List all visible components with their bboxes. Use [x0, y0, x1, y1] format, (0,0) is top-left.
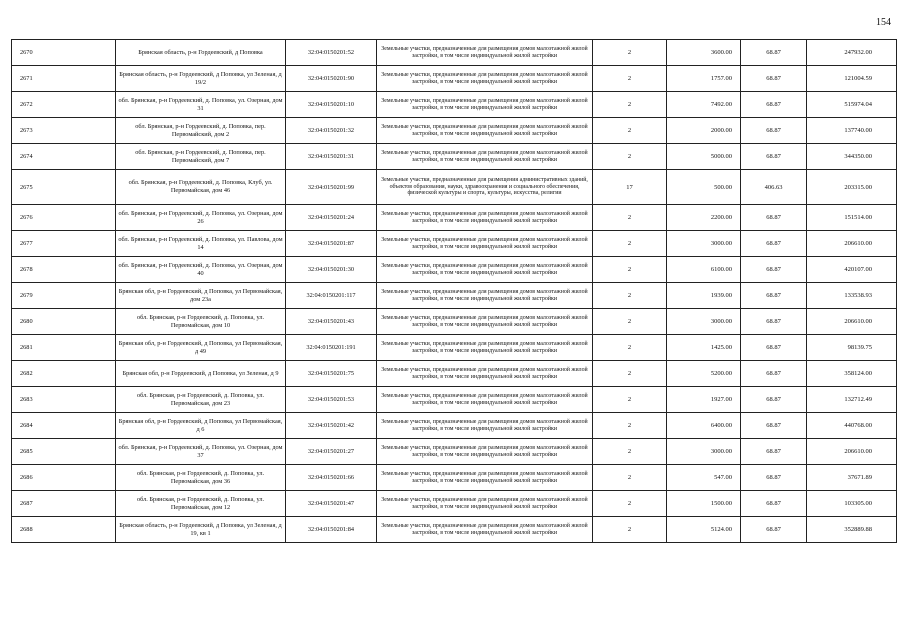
- table-row: [12, 491, 897, 517]
- table-body: [12, 40, 897, 543]
- address-cell: обл. Брянская, р-н Гордеевский, д. Поповка, ул. Первомайская, дом 23: [116, 387, 286, 413]
- address-cell: обл. Брянская, р-н Гордеевский, д. Поповка, Клуб, ул. Первомайская, дом 46: [116, 170, 286, 205]
- rate-cell: 68.87: [741, 413, 807, 439]
- cadastral-number-cell: 32:04:0150201:52: [286, 40, 377, 66]
- address-cell: обл. Брянская, р-н Гордеевский, д. Поповка, ул. Первомайская, дом 10: [116, 309, 286, 335]
- rate-cell: 68.87: [741, 205, 807, 231]
- group-cell: 17: [593, 170, 667, 205]
- land-use-cell: Земельные участки, предназначенные для размещения административных зданий, объектов образования, науки, здравоохранения и социального обеспечения, физической культуры и спорта, культуры, искусства, религии: [377, 170, 593, 205]
- cadastral-number-cell: 32:04:0150201:47: [286, 491, 377, 517]
- row-number: 2684: [12, 413, 116, 439]
- row-number: 2677: [12, 231, 116, 257]
- cadastral-value-cell: 121004.59: [807, 66, 897, 92]
- address-cell: Брянская область, р-н Гордеевский, д Поповка, ул Зеленая, д 19, кв 1: [116, 517, 286, 543]
- row-number: 2681: [12, 335, 116, 361]
- group-cell: 2: [593, 231, 667, 257]
- rate-cell: 68.87: [741, 387, 807, 413]
- rate-cell: 68.87: [741, 517, 807, 543]
- address-cell: Брянская обл, р-н Гордеевский, д Поповка, ул Первомайская, д 49: [116, 335, 286, 361]
- rate-cell: 68.87: [741, 40, 807, 66]
- land-use-cell: Земельные участки, предназначенные для размещения домов малоэтажной жилой застройки, в том числе индивидуальной жилой застройки: [377, 92, 593, 118]
- land-use-cell: Земельные участки, предназначенные для размещения домов малоэтажной жилой застройки, в том числе индивидуальной жилой застройки: [377, 413, 593, 439]
- group-cell: 2: [593, 205, 667, 231]
- area-cell: 7492.00: [667, 92, 741, 118]
- area-cell: 1425.00: [667, 335, 741, 361]
- cadastral-value-cell: 358124.00: [807, 361, 897, 387]
- row-number: 2676: [12, 205, 116, 231]
- cadastral-value-cell: 132712.49: [807, 387, 897, 413]
- row-number: 2678: [12, 257, 116, 283]
- cadastral-number-cell: 32:04:0150201:43: [286, 309, 377, 335]
- address-cell: обл. Брянская, р-н Гордеевский, д. Поповка, ул. Озерная, дом 31: [116, 92, 286, 118]
- cadastral-value-cell: 133538.93: [807, 283, 897, 309]
- cadastral-value-cell: 206610.00: [807, 439, 897, 465]
- rate-cell: 68.87: [741, 439, 807, 465]
- cadastral-value-cell: 206610.00: [807, 309, 897, 335]
- land-use-cell: Земельные участки, предназначенные для размещения домов малоэтажной жилой застройки, в том числе индивидуальной жилой застройки: [377, 231, 593, 257]
- row-number: 2673: [12, 118, 116, 144]
- cadastral-number-cell: 32:04:0150201:30: [286, 257, 377, 283]
- rate-cell: 68.87: [741, 66, 807, 92]
- row-number: 2687: [12, 491, 116, 517]
- rate-cell: 68.87: [741, 231, 807, 257]
- address-cell: обл. Брянская, р-н Гордеевский, д. Поповка, ул. Первомайская, дом 12: [116, 491, 286, 517]
- table-row: [12, 66, 897, 92]
- rate-cell: 406.63: [741, 170, 807, 205]
- cadastral-value-cell: 151514.00: [807, 205, 897, 231]
- rate-cell: 68.87: [741, 309, 807, 335]
- cadastral-value-cell: 103305.00: [807, 491, 897, 517]
- cadastral-value-cell: 352889.88: [807, 517, 897, 543]
- address-cell: Брянская обл, р-н Гордеевский, д Поповка, ул Первомайская, д 6: [116, 413, 286, 439]
- land-use-cell: Земельные участки, предназначенные для размещения домов малоэтажной жилой застройки, в том числе индивидуальной жилой застройки: [377, 335, 593, 361]
- cadastral-value-cell: 440768.00: [807, 413, 897, 439]
- area-cell: 2000.00: [667, 118, 741, 144]
- land-use-cell: Земельные участки, предназначенные для размещения домов малоэтажной жилой застройки, в том числе индивидуальной жилой застройки: [377, 118, 593, 144]
- cadastral-number-cell: 32:04:0150201:90: [286, 66, 377, 92]
- land-use-cell: Земельные участки, предназначенные для размещения домов малоэтажной жилой застройки, в том числе индивидуальной жилой застройки: [377, 439, 593, 465]
- land-use-cell: Земельные участки, предназначенные для размещения домов малоэтажной жилой застройки, в том числе индивидуальной жилой застройки: [377, 387, 593, 413]
- address-cell: обл. Брянская, р-н Гордеевский, д. Поповка, пер. Первомайский, дом 7: [116, 144, 286, 170]
- table-row: [12, 283, 897, 309]
- group-cell: 2: [593, 361, 667, 387]
- cadastral-value-cell: 37671.89: [807, 465, 897, 491]
- group-cell: 2: [593, 144, 667, 170]
- table-row: [12, 517, 897, 543]
- row-number: 2685: [12, 439, 116, 465]
- row-number: 2675: [12, 170, 116, 205]
- table-row: [12, 387, 897, 413]
- land-use-cell: Земельные участки, предназначенные для размещения домов малоэтажной жилой застройки, в том числе индивидуальной жилой застройки: [377, 283, 593, 309]
- group-cell: 2: [593, 491, 667, 517]
- cadastral-number-cell: 32:04:0150201:84: [286, 517, 377, 543]
- group-cell: 2: [593, 465, 667, 491]
- table-row: [12, 231, 897, 257]
- area-cell: 1757.00: [667, 66, 741, 92]
- rate-cell: 68.87: [741, 361, 807, 387]
- cadastral-number-cell: 32:04:0150201:10: [286, 92, 377, 118]
- area-cell: 5000.00: [667, 144, 741, 170]
- cadastral-number-cell: 32:04:0150201:66: [286, 465, 377, 491]
- rate-cell: 68.87: [741, 335, 807, 361]
- table-row: [12, 465, 897, 491]
- table-row: [12, 205, 897, 231]
- land-use-cell: Земельные участки, предназначенные для размещения домов малоэтажной жилой застройки, в том числе индивидуальной жилой застройки: [377, 144, 593, 170]
- land-use-cell: Земельные участки, предназначенные для размещения домов малоэтажной жилой застройки, в том числе индивидуальной жилой застройки: [377, 40, 593, 66]
- rate-cell: 68.87: [741, 257, 807, 283]
- address-cell: обл. Брянская, р-н Гордеевский, д. Поповка, ул. Озерная, дом 26: [116, 205, 286, 231]
- land-use-cell: Земельные участки, предназначенные для размещения домов малоэтажной жилой застройки, в том числе индивидуальной жилой застройки: [377, 491, 593, 517]
- area-cell: 547.00: [667, 465, 741, 491]
- cadastral-number-cell: 32:04:0150201:99: [286, 170, 377, 205]
- rate-cell: 68.87: [741, 118, 807, 144]
- land-use-cell: Земельные участки, предназначенные для размещения домов малоэтажной жилой застройки, в том числе индивидуальной жилой застройки: [377, 517, 593, 543]
- cadastral-number-cell: 32:04:0150201:191: [286, 335, 377, 361]
- area-cell: 5124.00: [667, 517, 741, 543]
- land-use-cell: Земельные участки, предназначенные для размещения домов малоэтажной жилой застройки, в том числе индивидуальной жилой застройки: [377, 309, 593, 335]
- rate-cell: 68.87: [741, 144, 807, 170]
- group-cell: 2: [593, 413, 667, 439]
- page-number: 154: [876, 17, 891, 28]
- cadastral-number-cell: 32:04:0150201:53: [286, 387, 377, 413]
- group-cell: 2: [593, 40, 667, 66]
- cadastral-number-cell: 32:04:0150201:42: [286, 413, 377, 439]
- cadastral-value-cell: 247932.00: [807, 40, 897, 66]
- table-row: [12, 361, 897, 387]
- address-cell: обл. Брянская, р-н Гордеевский, д. Поповка, ул. Озерная, дом 37: [116, 439, 286, 465]
- row-number: 2682: [12, 361, 116, 387]
- row-number: 2679: [12, 283, 116, 309]
- cadastral-value-cell: 203315.00: [807, 170, 897, 205]
- group-cell: 2: [593, 92, 667, 118]
- table-row: [12, 170, 897, 205]
- cadastral-value-cell: 98139.75: [807, 335, 897, 361]
- cadastral-value-cell: 420107.00: [807, 257, 897, 283]
- address-cell: обл. Брянская, р-н Гордеевский, д. Поповка, ул. Павлова, дом 14: [116, 231, 286, 257]
- row-number: 2674: [12, 144, 116, 170]
- cadastral-number-cell: 32:04:0150201:117: [286, 283, 377, 309]
- address-cell: Брянская обл, р-н Гордеевский, д Поповка, ул Зеленая, д 9: [116, 361, 286, 387]
- area-cell: 1500.00: [667, 491, 741, 517]
- table-row: [12, 144, 897, 170]
- area-cell: 1927.00: [667, 387, 741, 413]
- area-cell: 5200.00: [667, 361, 741, 387]
- row-number: 2672: [12, 92, 116, 118]
- cadastral-number-cell: 32:04:0150201:31: [286, 144, 377, 170]
- row-number: 2683: [12, 387, 116, 413]
- row-number: 2688: [12, 517, 116, 543]
- rate-cell: 68.87: [741, 491, 807, 517]
- cadastral-value-cell: 137740.00: [807, 118, 897, 144]
- address-cell: обл. Брянская, р-н Гордеевский, д. Поповка, ул. Первомайская, дом 36: [116, 465, 286, 491]
- table-row: [12, 40, 897, 66]
- row-number: 2670: [12, 40, 116, 66]
- address-cell: обл. Брянская, р-н Гордеевский, д. Поповка, ул. Озерная, дом 40: [116, 257, 286, 283]
- address-cell: Брянская область, р-н Гордеевский, д Поповка, ул Зеленая, д 19/2: [116, 66, 286, 92]
- area-cell: 2200.00: [667, 205, 741, 231]
- area-cell: 500.00: [667, 170, 741, 205]
- area-cell: 3000.00: [667, 231, 741, 257]
- group-cell: 2: [593, 387, 667, 413]
- address-cell: Брянская обл, р-н Гордеевский, д Поповка, ул Первомайская, дом 23а: [116, 283, 286, 309]
- land-parcels-table: [11, 39, 897, 543]
- table-row: [12, 439, 897, 465]
- land-use-cell: Земельные участки, предназначенные для размещения домов малоэтажной жилой застройки, в том числе индивидуальной жилой застройки: [377, 465, 593, 491]
- table-row: [12, 309, 897, 335]
- land-use-cell: Земельные участки, предназначенные для размещения домов малоэтажной жилой застройки, в том числе индивидуальной жилой застройки: [377, 205, 593, 231]
- group-cell: 2: [593, 517, 667, 543]
- group-cell: 2: [593, 335, 667, 361]
- land-use-cell: Земельные участки, предназначенные для размещения домов малоэтажной жилой застройки, в том числе индивидуальной жилой застройки: [377, 361, 593, 387]
- area-cell: 6100.00: [667, 257, 741, 283]
- table-row: [12, 92, 897, 118]
- rate-cell: 68.87: [741, 92, 807, 118]
- address-cell: Брянская область, р-н Гордеевский, д Поповка: [116, 40, 286, 66]
- table-row: [12, 335, 897, 361]
- address-cell: обл. Брянская, р-н Гордеевский, д. Поповка, пер. Первомайский, дом 2: [116, 118, 286, 144]
- cadastral-number-cell: 32:04:0150201:32: [286, 118, 377, 144]
- area-cell: 3000.00: [667, 309, 741, 335]
- area-cell: 6400.00: [667, 413, 741, 439]
- table-row: [12, 118, 897, 144]
- group-cell: 2: [593, 118, 667, 144]
- cadastral-value-cell: 344350.00: [807, 144, 897, 170]
- area-cell: 3000.00: [667, 439, 741, 465]
- cadastral-value-cell: 515974.04: [807, 92, 897, 118]
- rate-cell: 68.87: [741, 465, 807, 491]
- group-cell: 2: [593, 283, 667, 309]
- cadastral-number-cell: 32:04:0150201:87: [286, 231, 377, 257]
- group-cell: 2: [593, 309, 667, 335]
- row-number: 2686: [12, 465, 116, 491]
- land-use-cell: Земельные участки, предназначенные для размещения домов малоэтажной жилой застройки, в том числе индивидуальной жилой застройки: [377, 66, 593, 92]
- cadastral-number-cell: 32:04:0150201:75: [286, 361, 377, 387]
- table-row: [12, 257, 897, 283]
- land-use-cell: Земельные участки, предназначенные для размещения домов малоэтажной жилой застройки, в том числе индивидуальной жилой застройки: [377, 257, 593, 283]
- group-cell: 2: [593, 257, 667, 283]
- area-cell: 1939.00: [667, 283, 741, 309]
- group-cell: 2: [593, 439, 667, 465]
- table-row: [12, 413, 897, 439]
- row-number: 2671: [12, 66, 116, 92]
- group-cell: 2: [593, 66, 667, 92]
- area-cell: 3600.00: [667, 40, 741, 66]
- rate-cell: 68.87: [741, 283, 807, 309]
- cadastral-number-cell: 32:04:0150201:27: [286, 439, 377, 465]
- row-number: 2680: [12, 309, 116, 335]
- cadastral-value-cell: 206610.00: [807, 231, 897, 257]
- cadastral-number-cell: 32:04:0150201:24: [286, 205, 377, 231]
